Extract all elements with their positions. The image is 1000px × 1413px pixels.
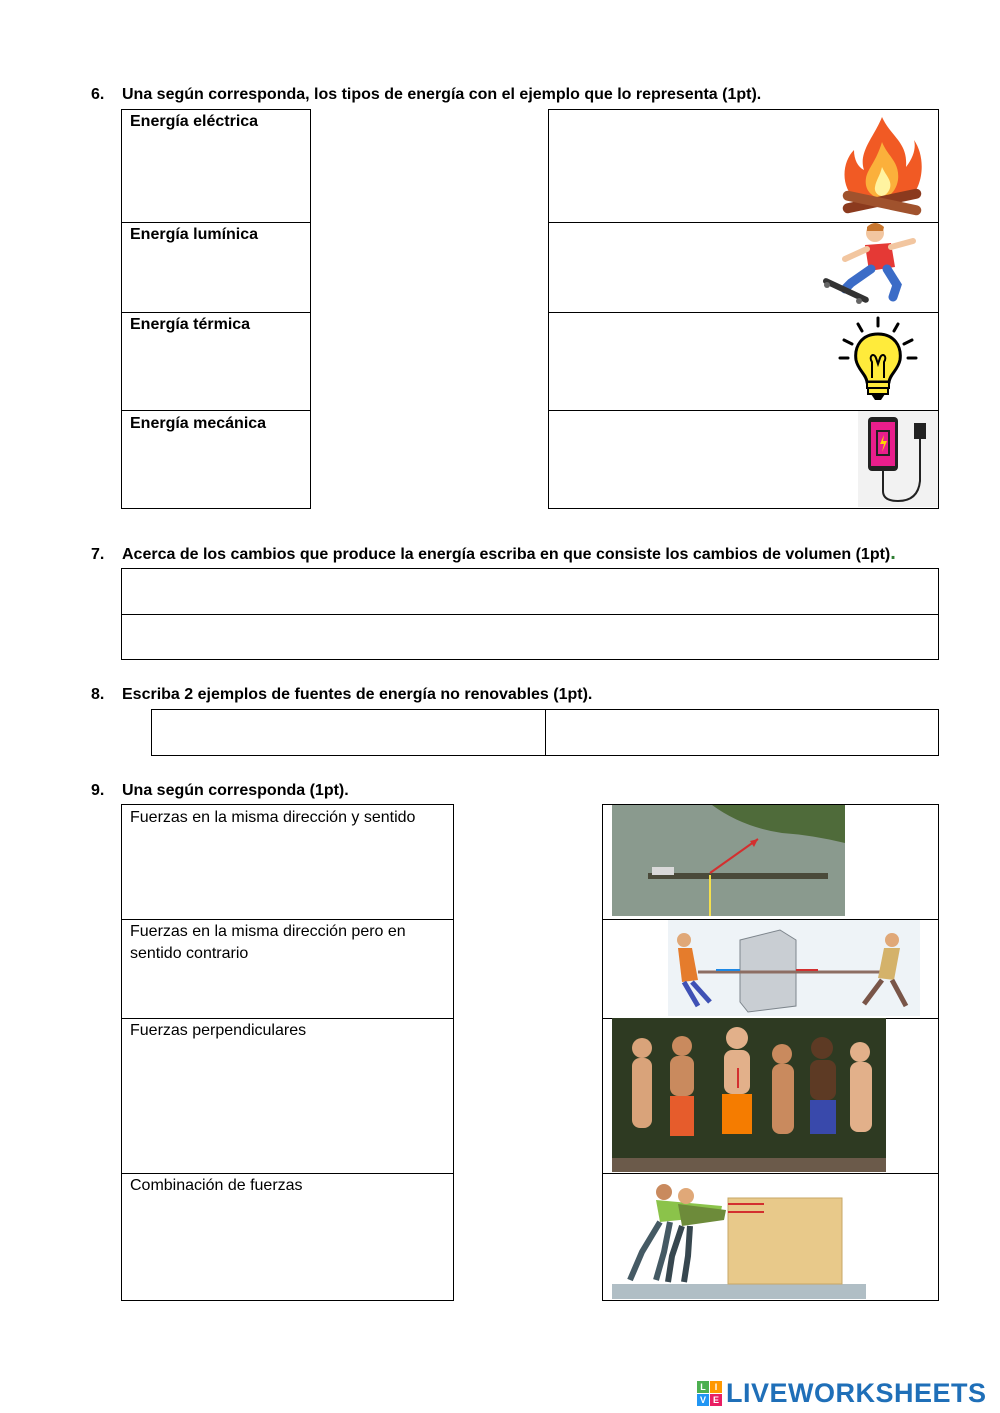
liveworksheets-logo-icon: L I V E: [697, 1381, 722, 1406]
divider: [122, 312, 310, 313]
q9-item-opposite-direction[interactable]: Fuerzas en la misma dirección pero en sentido contrario: [130, 923, 406, 962]
q7-answer-line-2[interactable]: [122, 615, 938, 660]
brand-name: LIVEWORKSHEETS: [726, 1378, 987, 1408]
hair: [867, 223, 884, 231]
q7-number: 7.: [91, 546, 105, 563]
skateboard: [822, 277, 870, 304]
person-right-head: [885, 933, 899, 947]
q6-number: 6.: [91, 86, 105, 103]
divider: [122, 1018, 453, 1019]
charger-plug: [914, 423, 926, 439]
q8-text: Escriba 2 ejemplos de fuentes de energía no renovables (1pt).: [122, 686, 593, 703]
liveworksheets-logo[interactable]: [697, 1378, 987, 1409]
bulb-tip: [871, 394, 885, 400]
q9-text: Una según corresponda (1pt).: [122, 782, 349, 799]
q6-item-mecanica[interactable]: Energía mecánica: [130, 415, 267, 432]
person-legs: [630, 1222, 670, 1280]
q8-answer-cell-1[interactable]: [152, 710, 545, 755]
bulb-glass: [856, 334, 901, 382]
person-head: [678, 1188, 694, 1204]
bulb-base: [868, 388, 888, 394]
arm: [845, 249, 867, 259]
q6-item-termica[interactable]: Energía térmica: [130, 316, 251, 333]
divider: [603, 1173, 938, 1174]
box-block: [728, 1198, 842, 1284]
floor: [612, 1284, 866, 1299]
divider: [122, 919, 453, 920]
q9-title: [91, 782, 349, 800]
arm: [891, 241, 913, 247]
fire-image[interactable]: [836, 112, 928, 222]
q6-item-luminica[interactable]: Energía lumínica: [130, 226, 259, 243]
q7-text: Acerca de los cambios que produce la energía escriba en que consiste los cambios de volumen (1pt): [122, 546, 891, 563]
divider: [122, 222, 310, 223]
barge: [648, 873, 828, 879]
leg: [887, 269, 897, 297]
wheel: [856, 298, 862, 304]
q9-number: 9.: [91, 782, 105, 799]
charging-phone-image[interactable]: [858, 411, 938, 507]
pushing-box-image[interactable]: [612, 1182, 866, 1299]
person-legs: [668, 1226, 690, 1282]
person-left-head: [677, 933, 691, 947]
q9-item-perpendicular[interactable]: Fuerzas perpendiculares: [130, 1022, 307, 1039]
tug-boat: [652, 867, 674, 875]
person-head: [656, 1184, 672, 1200]
boat-river-image[interactable]: [612, 805, 845, 916]
q8-number: 8.: [91, 686, 105, 703]
skateboarder-image[interactable]: [815, 219, 927, 311]
dancing-people-image[interactable]: [612, 1018, 886, 1172]
divider: [122, 1173, 453, 1174]
q7-answer-line-1[interactable]: [122, 569, 938, 614]
q7-title-end: .: [890, 542, 896, 564]
q6-title: [91, 86, 761, 104]
q8-answer-box: [151, 709, 939, 756]
q7-answer-box: [121, 568, 939, 660]
q9-left-column: [121, 804, 454, 1301]
q6-item-electrica[interactable]: Energía eléctrica: [130, 113, 259, 130]
q8-title: [91, 686, 592, 704]
lightbulb-image[interactable]: [836, 316, 920, 406]
q9-item-same-direction[interactable]: Fuerzas en la misma dirección y sentido: [130, 809, 416, 826]
q6-left-column: [121, 109, 311, 509]
q6-text: Una según corresponda, los tipos de energía con el ejemplo que lo representa (1pt).: [122, 86, 762, 103]
wheel: [824, 282, 830, 288]
leg: [845, 269, 871, 289]
divider: [122, 410, 310, 411]
q8-answer-cell-2[interactable]: [546, 710, 938, 755]
divider: [549, 312, 938, 313]
tug-of-war-image[interactable]: [668, 920, 920, 1016]
q7-title: [91, 542, 896, 565]
q9-item-combination[interactable]: Combinación de fuerzas: [130, 1177, 303, 1194]
floor: [612, 1158, 886, 1172]
